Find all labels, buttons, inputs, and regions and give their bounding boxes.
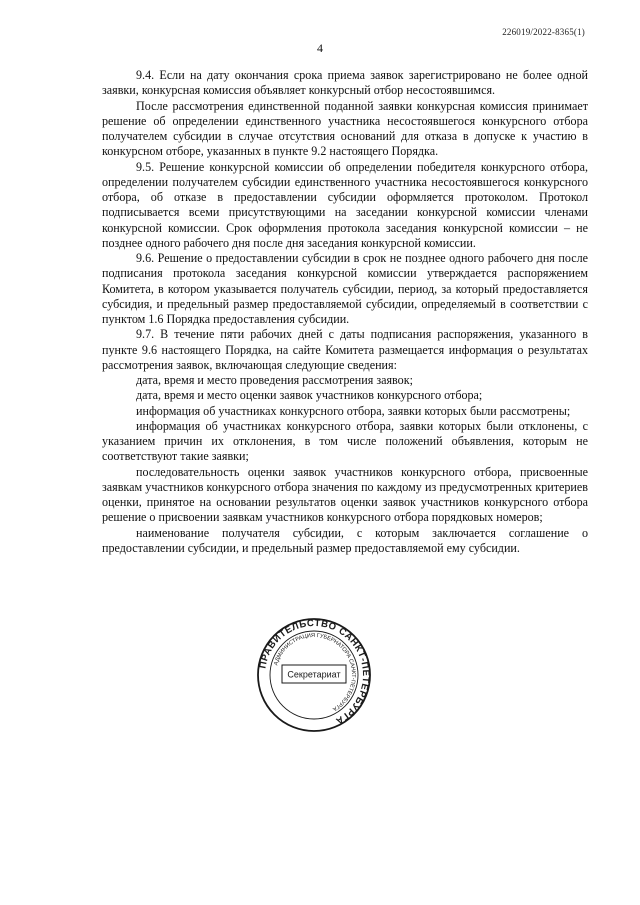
paragraph-9-5: 9.5. Решение конкурсной комиссии об определении победителя конкурсного отбора, определении получателем субсидии единственного участника несостоявшегося конкурсного отбора, об отказе в предоставлении субсидии оформляется протоколом. Протокол подписывается всеми присутствующими на заседании конкурсной комиссии членами конкурсной комиссии. Срок оформления протокола заседания конкурсной комиссии – не позднее одного рабочего дня после дня заседания конкурсной комиссии. (102, 159, 588, 250)
paragraph-9-4: 9.4. Если на дату окончания срока приема заявок зарегистрировано не более одной заявки, конкурсная комиссия объявляет конкурсный отбор несостоявшимся. (102, 68, 588, 98)
page-number: 4 (317, 41, 323, 55)
list-item: дата, время и место проведения рассмотрения заявок; (136, 373, 413, 387)
list-item: информация об участниках конкурсного отбора, заявки которых были рассмотрены; (136, 403, 571, 418)
list-item: последовательность оценки заявок участников конкурсного отбора, присвоенные заявкам участников конкурсного отбора значения по каждому из предусмотренных критериев оценки, принятое на основании результатов оценки заявок участников конкурсного отбора решение о присвоении заявкам участников конкурсного отбора порядковых номеров; (102, 464, 588, 525)
list-item: информация об участниках конкурсного отбора, заявки которых были отклонены, с указанием причин их отклонения, в том числе положений объявления, которым не соответствуют такие заявки; (102, 418, 588, 464)
stamp-inner-text: АДМИНИСТРАЦИЯ ГУБЕРНАТОРА САНКТ-ПЕТЕРБУРГА (273, 632, 357, 712)
paragraph-9-6: 9.6. Решение о предоставлении субсидии в срок не позднее одного рабочего дня после подписания протокола заседания конкурсной комиссии утверждается распоряжением Комитета, в котором указывается получатель субсидии, период, за который предоставляется субсидия, и предельный размер предоставляемой субсидии, определяемый в соответствии с пунктом 1.6 Порядка предоставления субсидии. (102, 251, 588, 326)
stamp-outer-text: ПРАВИТЕЛЬСТВО САНКТ-ПЕТЕРБУРГА (257, 617, 372, 727)
paragraph-9-7: 9.7. В течение пяти рабочих дней с даты подписания распоряжения, указанного в пункте 9.6 настоящего Порядка, на сайте Комитета размещается информация о результатах рассмотрения заявок, включающая следующие сведения: (102, 327, 588, 372)
list-item: наименование получателя субсидии, с которым заключается соглашение о предоставлении субсидии, и предельный размер предоставляемой ему субсидии. (102, 525, 588, 555)
stamp-center-text: Секретариат (287, 669, 341, 680)
official-stamp (256, 617, 372, 733)
list-item: дата, время и место оценки заявок участников конкурсного отбора; (136, 388, 483, 403)
paragraph-9-4-continued: После рассмотрения единственной поданной заявки конкурсная комиссия принимает решение об определении единственного участника несостоявшегося конкурсного отбора получателем субсидии в случае отсутствия оснований для отказа в допуске к участию в конкурсном отборе, указанных в пункте 9.2 настоящего Порядка. (102, 98, 588, 159)
document-number: 226019/2022-8365(1) (502, 27, 585, 37)
document-body (102, 68, 588, 556)
